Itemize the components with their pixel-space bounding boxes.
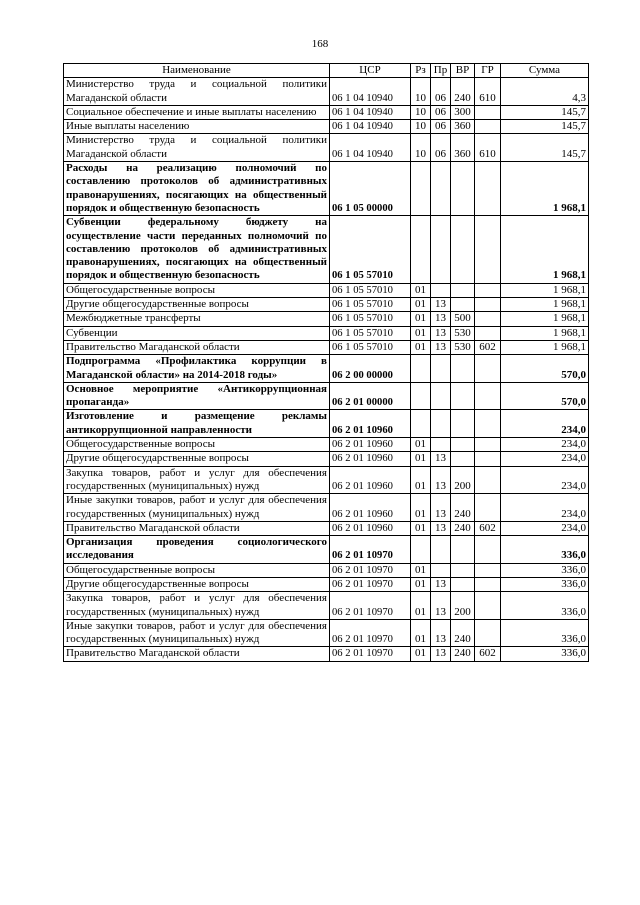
row-name-cell: Закупка товаров, работ и услуг для обеспечения государственных (муниципальных) нужд <box>64 466 330 494</box>
row-csr-cell: 06 2 01 00000 <box>330 382 411 410</box>
row-name-cell: Правительство Магаданской области <box>64 340 330 354</box>
row-sum-cell: 145,7 <box>501 134 589 162</box>
table-row <box>64 452 589 466</box>
row-vr-cell: 530 <box>451 340 475 354</box>
row-gr-cell <box>475 466 501 494</box>
row-name-cell: Подпрограмма «Профилактика коррупции в Магаданской области» на 2014-2018 годы» <box>64 355 330 383</box>
table-row <box>64 438 589 452</box>
row-csr-cell: 06 1 05 57010 <box>330 216 411 283</box>
row-sum-cell: 1 968,1 <box>501 312 589 326</box>
row-name-cell: Министерство труда и социальной политики Магаданской области <box>64 134 330 162</box>
row-pr-cell <box>431 536 451 564</box>
row-pr-cell <box>431 563 451 577</box>
header-gr: ГР <box>475 64 501 78</box>
row-csr-cell: 06 1 04 10940 <box>330 78 411 106</box>
row-gr-cell <box>475 326 501 340</box>
table-row <box>64 592 589 620</box>
row-name-cell: Общегосударственные вопросы <box>64 563 330 577</box>
row-vr-cell: 200 <box>451 592 475 620</box>
row-gr-cell <box>475 216 501 283</box>
row-pr-cell: 13 <box>431 577 451 591</box>
row-sum-cell: 234,0 <box>501 452 589 466</box>
row-gr-cell: 602 <box>475 647 501 661</box>
table-row <box>64 312 589 326</box>
row-rz-cell <box>411 536 431 564</box>
row-gr-cell <box>475 105 501 119</box>
row-rz-cell: 01 <box>411 647 431 661</box>
row-pr-cell: 13 <box>431 298 451 312</box>
header-name: Наименование <box>64 64 330 78</box>
row-pr-cell: 13 <box>431 452 451 466</box>
table-row <box>64 340 589 354</box>
header-pr: Пр <box>431 64 451 78</box>
row-name-cell: Иные закупки товаров, работ и услуг для обеспечения государственных (муниципальных) нужд <box>64 619 330 647</box>
row-pr-cell <box>431 355 451 383</box>
row-csr-cell: 06 1 04 10940 <box>330 134 411 162</box>
table-row <box>64 355 589 383</box>
row-rz-cell: 01 <box>411 326 431 340</box>
row-vr-cell <box>451 283 475 297</box>
row-gr-cell: 602 <box>475 340 501 354</box>
row-vr-cell <box>451 410 475 438</box>
row-pr-cell <box>431 283 451 297</box>
row-pr-cell: 13 <box>431 521 451 535</box>
row-pr-cell <box>431 438 451 452</box>
table-row <box>64 647 589 661</box>
header-csr: ЦСР <box>330 64 411 78</box>
row-vr-cell: 240 <box>451 647 475 661</box>
row-gr-cell: 602 <box>475 521 501 535</box>
table-row <box>64 410 589 438</box>
row-gr-cell <box>475 438 501 452</box>
row-csr-cell: 06 2 01 10970 <box>330 647 411 661</box>
table-row <box>64 105 589 119</box>
table-row <box>64 120 589 134</box>
row-name-cell: Общегосударственные вопросы <box>64 283 330 297</box>
row-pr-cell: 13 <box>431 466 451 494</box>
row-name-cell: Закупка товаров, работ и услуг для обеспечения государственных (муниципальных) нужд <box>64 592 330 620</box>
row-name-cell: Иные выплаты населению <box>64 120 330 134</box>
row-csr-cell: 06 2 01 10970 <box>330 536 411 564</box>
row-sum-cell: 234,0 <box>501 438 589 452</box>
row-sum-cell: 234,0 <box>501 521 589 535</box>
table-row <box>64 466 589 494</box>
row-sum-cell: 1 968,1 <box>501 162 589 216</box>
row-sum-cell: 1 968,1 <box>501 216 589 283</box>
row-gr-cell <box>475 619 501 647</box>
row-gr-cell <box>475 494 501 522</box>
row-gr-cell <box>475 577 501 591</box>
row-sum-cell: 1 968,1 <box>501 283 589 297</box>
table-row <box>64 521 589 535</box>
row-vr-cell: 240 <box>451 494 475 522</box>
table-row <box>64 298 589 312</box>
row-rz-cell <box>411 355 431 383</box>
row-vr-cell <box>451 216 475 283</box>
table-row <box>64 577 589 591</box>
row-rz-cell <box>411 410 431 438</box>
row-rz-cell: 10 <box>411 120 431 134</box>
row-rz-cell: 10 <box>411 78 431 106</box>
row-pr-cell <box>431 216 451 283</box>
row-name-cell: Межбюджетные трансферты <box>64 312 330 326</box>
row-vr-cell: 240 <box>451 521 475 535</box>
row-vr-cell <box>451 162 475 216</box>
row-pr-cell: 06 <box>431 134 451 162</box>
table-row <box>64 619 589 647</box>
table-row <box>64 563 589 577</box>
table-row <box>64 134 589 162</box>
row-vr-cell <box>451 563 475 577</box>
row-csr-cell: 06 2 01 10970 <box>330 577 411 591</box>
row-sum-cell: 234,0 <box>501 494 589 522</box>
row-name-cell: Другие общегосударственные вопросы <box>64 298 330 312</box>
row-vr-cell: 500 <box>451 312 475 326</box>
row-rz-cell: 01 <box>411 312 431 326</box>
row-name-cell: Министерство труда и социальной политики Магаданской области <box>64 78 330 106</box>
row-sum-cell: 336,0 <box>501 619 589 647</box>
row-rz-cell: 01 <box>411 577 431 591</box>
row-gr-cell: 610 <box>475 134 501 162</box>
row-name-cell: Основное мероприятие «Антикоррупционная пропаганда» <box>64 382 330 410</box>
table-row <box>64 536 589 564</box>
row-vr-cell <box>451 438 475 452</box>
row-sum-cell: 145,7 <box>501 120 589 134</box>
row-gr-cell <box>475 452 501 466</box>
row-csr-cell: 06 2 01 10960 <box>330 438 411 452</box>
row-csr-cell: 06 1 05 57010 <box>330 283 411 297</box>
row-rz-cell: 01 <box>411 592 431 620</box>
row-pr-cell <box>431 162 451 216</box>
row-rz-cell: 01 <box>411 466 431 494</box>
row-csr-cell: 06 2 01 10960 <box>330 410 411 438</box>
row-name-cell: Общегосударственные вопросы <box>64 438 330 452</box>
row-name-cell: Изготовление и размещение рекламы антикоррупционной направленности <box>64 410 330 438</box>
header-vr: ВР <box>451 64 475 78</box>
row-rz-cell <box>411 382 431 410</box>
row-csr-cell: 06 2 00 00000 <box>330 355 411 383</box>
row-vr-cell <box>451 298 475 312</box>
table-row <box>64 494 589 522</box>
row-vr-cell: 300 <box>451 105 475 119</box>
row-gr-cell <box>475 120 501 134</box>
row-sum-cell: 336,0 <box>501 647 589 661</box>
row-gr-cell <box>475 312 501 326</box>
row-sum-cell: 336,0 <box>501 563 589 577</box>
row-csr-cell: 06 1 05 57010 <box>330 312 411 326</box>
row-sum-cell: 570,0 <box>501 355 589 383</box>
row-name-cell: Субвенции федеральному бюджету на осуществление части переданных полномочий по составлению протоколов об административных правонарушениях, посягающих на общественный порядок и общественную безопасность <box>64 216 330 283</box>
row-vr-cell <box>451 577 475 591</box>
row-sum-cell: 1 968,1 <box>501 298 589 312</box>
row-rz-cell: 01 <box>411 452 431 466</box>
row-rz-cell: 01 <box>411 283 431 297</box>
row-rz-cell: 01 <box>411 298 431 312</box>
row-csr-cell: 06 2 01 10970 <box>330 563 411 577</box>
budget-table <box>63 63 589 662</box>
row-rz-cell: 01 <box>411 521 431 535</box>
page-number: 168 <box>311 38 329 50</box>
row-gr-cell <box>475 283 501 297</box>
table-row <box>64 216 589 283</box>
row-rz-cell: 01 <box>411 438 431 452</box>
row-name-cell: Социальное обеспечение и иные выплаты населению <box>64 105 330 119</box>
row-pr-cell: 06 <box>431 120 451 134</box>
row-sum-cell: 570,0 <box>501 382 589 410</box>
row-pr-cell: 13 <box>431 619 451 647</box>
row-gr-cell <box>475 382 501 410</box>
row-sum-cell: 1 968,1 <box>501 340 589 354</box>
row-csr-cell: 06 2 01 10960 <box>330 466 411 494</box>
row-name-cell: Правительство Магаданской области <box>64 647 330 661</box>
row-pr-cell: 13 <box>431 647 451 661</box>
row-vr-cell <box>451 452 475 466</box>
row-sum-cell: 336,0 <box>501 577 589 591</box>
row-vr-cell: 530 <box>451 326 475 340</box>
table-row <box>64 382 589 410</box>
row-pr-cell: 06 <box>431 105 451 119</box>
row-pr-cell: 13 <box>431 340 451 354</box>
row-vr-cell: 200 <box>451 466 475 494</box>
row-vr-cell: 360 <box>451 134 475 162</box>
row-csr-cell: 06 2 01 10960 <box>330 494 411 522</box>
row-pr-cell <box>431 382 451 410</box>
row-sum-cell: 145,7 <box>501 105 589 119</box>
row-rz-cell: 01 <box>411 494 431 522</box>
row-csr-cell: 06 1 05 57010 <box>330 298 411 312</box>
row-sum-cell: 1 968,1 <box>501 326 589 340</box>
row-csr-cell: 06 2 01 10970 <box>330 619 411 647</box>
row-gr-cell <box>475 592 501 620</box>
row-gr-cell <box>475 563 501 577</box>
table-row <box>64 78 589 106</box>
row-pr-cell: 13 <box>431 494 451 522</box>
row-vr-cell <box>451 382 475 410</box>
row-vr-cell: 240 <box>451 78 475 106</box>
row-csr-cell: 06 1 04 10940 <box>330 120 411 134</box>
row-gr-cell <box>475 536 501 564</box>
row-name-cell: Расходы на реализацию полномочий по составлению протоколов об административных правонарушениях, посягающих на общественный порядок и общественную безопасность <box>64 162 330 216</box>
row-rz-cell: 01 <box>411 340 431 354</box>
table-row <box>64 162 589 216</box>
row-sum-cell: 336,0 <box>501 592 589 620</box>
row-pr-cell <box>431 410 451 438</box>
row-rz-cell: 01 <box>411 563 431 577</box>
row-rz-cell <box>411 162 431 216</box>
table-header-row <box>64 64 589 78</box>
row-name-cell: Организация проведения социологического исследования <box>64 536 330 564</box>
row-csr-cell: 06 1 05 57010 <box>330 340 411 354</box>
row-rz-cell: 10 <box>411 134 431 162</box>
row-sum-cell: 336,0 <box>501 536 589 564</box>
row-rz-cell: 01 <box>411 619 431 647</box>
row-sum-cell: 234,0 <box>501 466 589 494</box>
row-pr-cell: 13 <box>431 326 451 340</box>
row-gr-cell <box>475 298 501 312</box>
row-vr-cell: 360 <box>451 120 475 134</box>
row-pr-cell: 13 <box>431 312 451 326</box>
row-name-cell: Другие общегосударственные вопросы <box>64 452 330 466</box>
row-sum-cell: 4,3 <box>501 78 589 106</box>
row-csr-cell: 06 1 04 10940 <box>330 105 411 119</box>
row-vr-cell <box>451 536 475 564</box>
row-vr-cell: 240 <box>451 619 475 647</box>
row-gr-cell <box>475 355 501 383</box>
row-name-cell: Правительство Магаданской области <box>64 521 330 535</box>
header-rz: Рз <box>411 64 431 78</box>
row-csr-cell: 06 2 01 10960 <box>330 452 411 466</box>
row-csr-cell: 06 1 05 00000 <box>330 162 411 216</box>
row-name-cell: Субвенции <box>64 326 330 340</box>
row-name-cell: Иные закупки товаров, работ и услуг для обеспечения государственных (муниципальных) нужд <box>64 494 330 522</box>
row-name-cell: Другие общегосударственные вопросы <box>64 577 330 591</box>
row-gr-cell <box>475 410 501 438</box>
row-vr-cell <box>451 355 475 383</box>
row-gr-cell <box>475 162 501 216</box>
row-sum-cell: 234,0 <box>501 410 589 438</box>
row-csr-cell: 06 2 01 10960 <box>330 521 411 535</box>
row-pr-cell: 06 <box>431 78 451 106</box>
row-rz-cell <box>411 216 431 283</box>
row-gr-cell: 610 <box>475 78 501 106</box>
row-csr-cell: 06 1 05 57010 <box>330 326 411 340</box>
header-sum: Сумма <box>501 64 589 78</box>
table-row <box>64 283 589 297</box>
row-pr-cell: 13 <box>431 592 451 620</box>
table-row <box>64 326 589 340</box>
row-rz-cell: 10 <box>411 105 431 119</box>
row-csr-cell: 06 2 01 10970 <box>330 592 411 620</box>
